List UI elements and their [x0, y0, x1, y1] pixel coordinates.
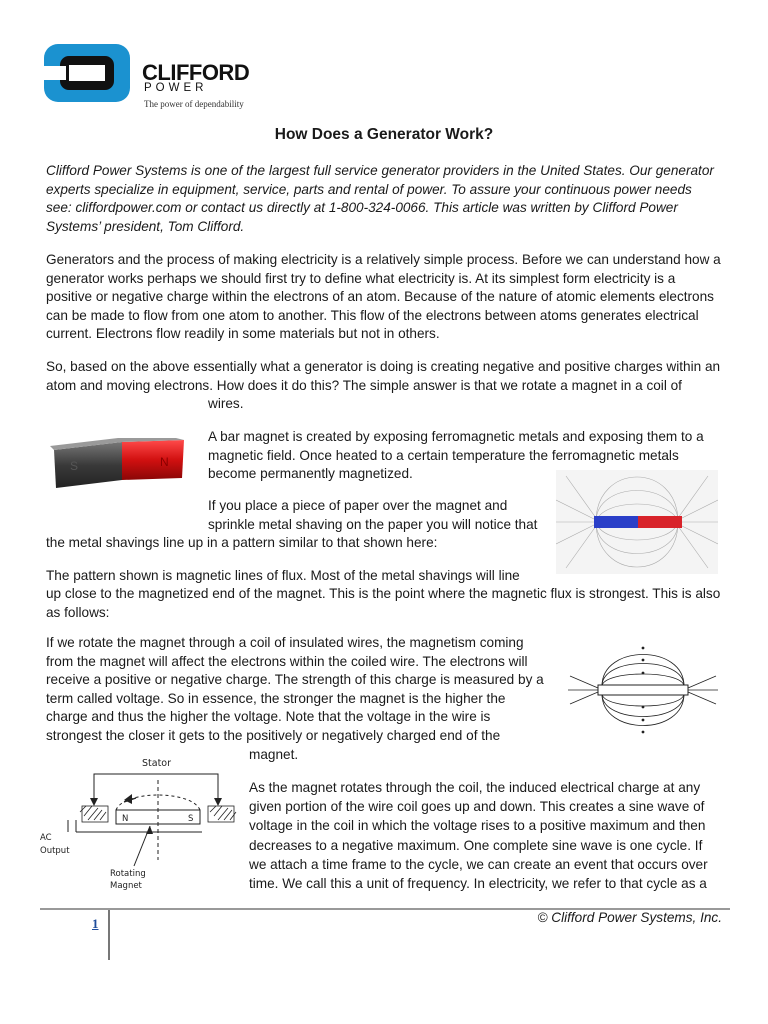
paragraph-voltage-end: magnet.	[249, 747, 299, 762]
magnet-label: Magnet	[110, 881, 142, 891]
stator-label: Stator	[142, 758, 172, 769]
paragraph-voltage: If we rotate the magnet through a coil of insulated wires, the magnetism coming from the magnet will affect the electrons within the coiled wire. The electrons will receive a positive or negative charge. The strength of this charge is measured by a term called voltage. So in essence, the stronger the magnet is the higher the charge and thus the higher the voltage. Note that the voltage in the wire is strongest the closer it gets to the positively or negatively charged end of the	[46, 635, 544, 743]
magnetic-field-diagram	[566, 640, 720, 740]
paragraph-generator-summary: So, based on the above essentially what a generator is doing is creating negative and positive charges within an atom and moving electrons. How does it do this? The simple answer is that we rotate a magnet in a coil of	[46, 359, 721, 393]
magnet-label-s: S	[70, 459, 79, 473]
paragraph-paper-shavings-end: the metal shavings line up in a pattern similar to that shown here:	[46, 535, 438, 550]
paragraph-sine-wave: As the magnet rotates through the coil, the induced electrical charge at any given portion of the wire coil goes up and down. This creates a sine wave of voltage in the coil in which the voltage rises to a positive maximum and then decreases to a negative maximum. One complete sine wave is one cycle. If we attach a time frame to the cycle, we can create an event that occurs over time. We call this a unit of frequency. In electricity, we refer to that cycle as a	[249, 780, 708, 892]
ac-label: AC	[40, 833, 52, 843]
paragraph-flux-b: up close to the magnetized end of the magnet. This is the point where the magnetic flux is strongest. This is also as follows:	[46, 586, 721, 620]
rotor-s-label: S	[188, 814, 194, 824]
footer-vertical-divider	[108, 910, 110, 960]
output-label: Output	[40, 846, 70, 856]
footer-copyright: © Clifford Power Systems, Inc.	[537, 910, 722, 925]
paragraph-electricity: Generators and the process of making electricity is a relatively simple process. Before we can understand how a generator works perhaps we should first try to define what electricity is. At its simplest form electricity is a positive or negative charge within the electrons of an atom. Because of the nature of atomic elements electrons can be made to flow from one atom to another. This flow of the electrons between atoms generates electrical current. Electrons flow readily in some materials but not in others.	[46, 252, 721, 342]
page-number: 1	[92, 916, 99, 931]
rotating-label: Rotating	[110, 869, 146, 879]
intro-paragraph: Clifford Power Systems is one of the largest full service generator providers in the United States. Our generator experts specialize in equipment, service, parts and rental of power. To assure your continuous power needs see: cliffordpower.com or contact us directly at 1-800-324-0066. This article was written by Clifford Power Systems’ president, Tom Clifford.	[46, 163, 714, 234]
iron-filings-image	[556, 470, 718, 574]
brand-subtitle: POWER	[144, 82, 208, 94]
paragraph-bar-magnet: A bar magnet is created by exposing ferromagnetic metals and exposing them to a magnetic field. Once heated to a certain temperature the ferromagnetic metals become permanently magnetized.	[208, 429, 704, 482]
generator-diagram	[38, 754, 242, 894]
brand-tagline: The power of dependability	[144, 99, 244, 109]
paragraph-flux-a: The pattern shown is magnetic lines of flux. Most of the metal shavings will line	[46, 568, 520, 583]
rotor-n-label: N	[122, 814, 129, 824]
paragraph-paper-shavings: If you place a piece of paper over the magnet and sprinkle metal shaving on the paper you will notice that	[208, 498, 538, 532]
magnet-label-n: N	[160, 455, 169, 469]
page-title: How Does a Generator Work?	[274, 126, 494, 143]
company-logo	[44, 44, 130, 102]
bar-magnet-image	[48, 436, 190, 492]
paragraph-generator-summary-end: wires.	[208, 396, 244, 411]
brand-name: CLIFFORD	[142, 60, 250, 85]
